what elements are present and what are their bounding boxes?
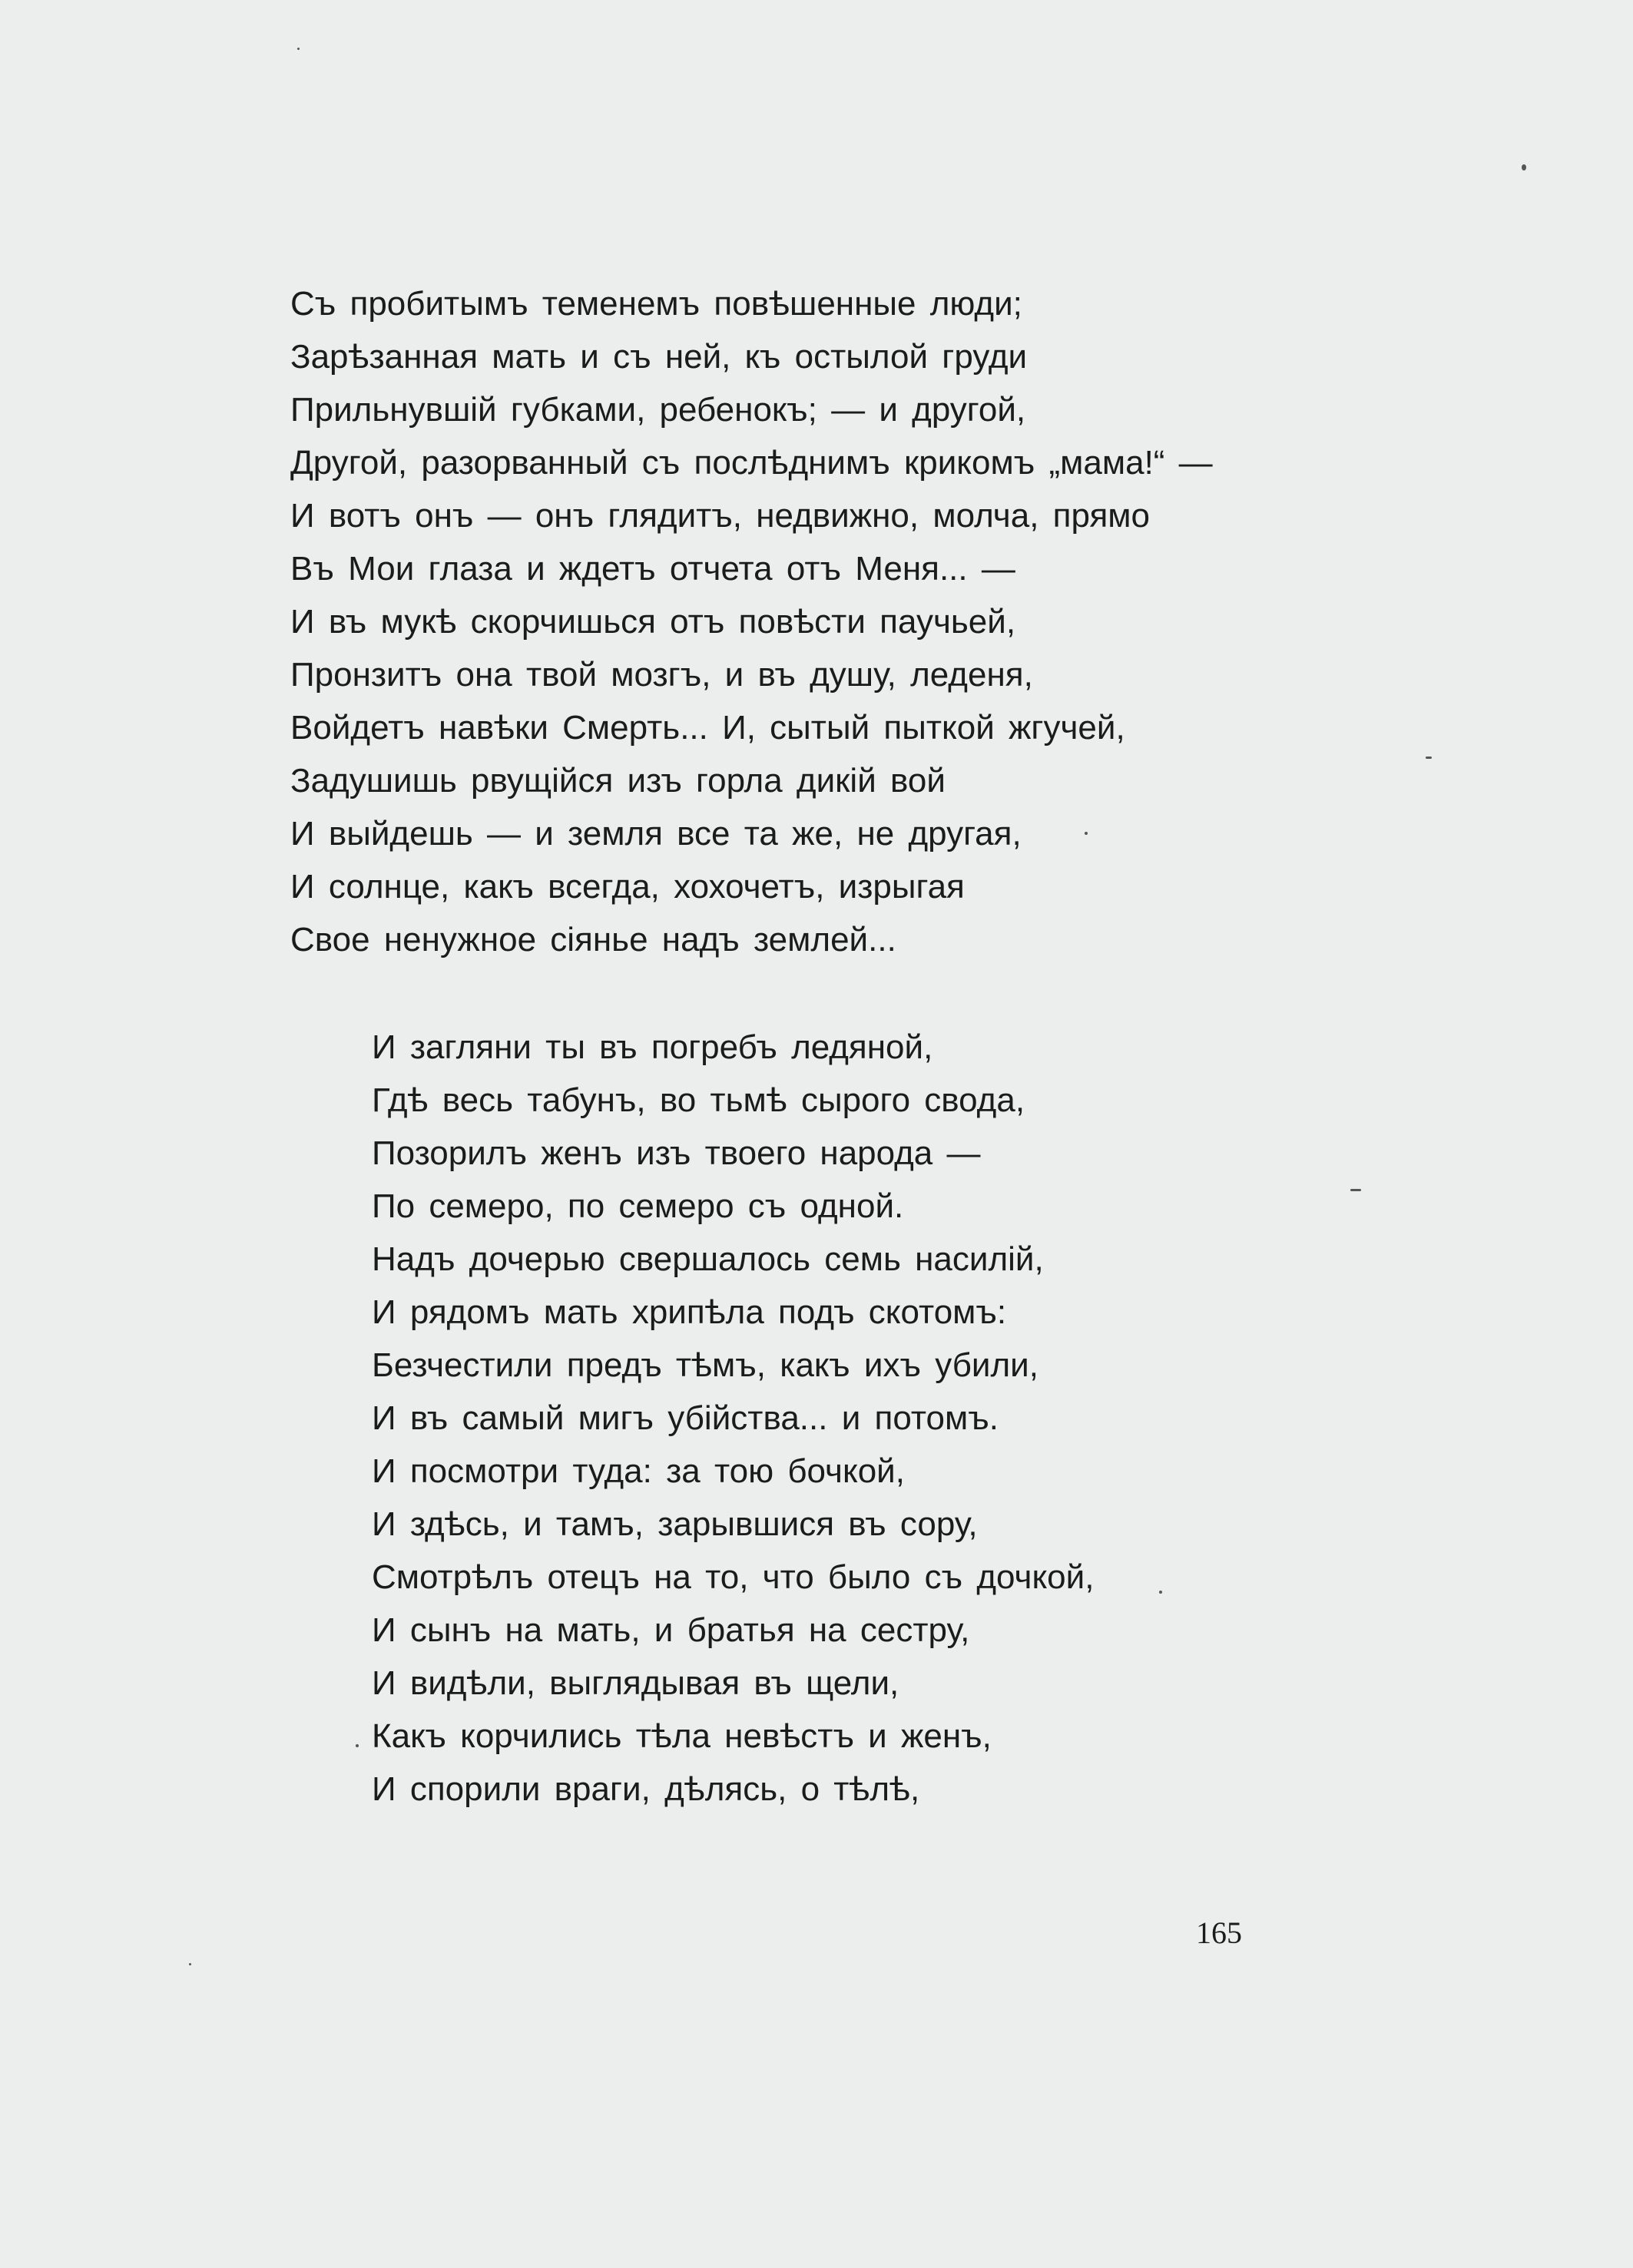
verse-line: И здѣсь, и тамъ, зарывшися въ сору, bbox=[372, 1505, 978, 1543]
paper-speck bbox=[1426, 757, 1432, 759]
verse-line: И выйдешь — и земля все та же, не другая, bbox=[290, 815, 1022, 853]
verse-line: Свое ненужное сіянье надъ землей... bbox=[290, 921, 896, 959]
paper-speck bbox=[1350, 1189, 1361, 1191]
paper-speck bbox=[189, 1963, 191, 1965]
verse-line: Задушишь рвущійся изъ горла дикій вой bbox=[290, 762, 946, 800]
stanza bbox=[372, 1021, 1094, 1816]
verse-line: Въ Мои глаза и ждетъ отчета отъ Меня... — bbox=[290, 550, 1015, 588]
verse-line: Гдѣ весь табунъ, во тьмѣ сырого свода, bbox=[372, 1081, 1025, 1119]
verse-line: Пронзитъ она твой мозгъ, и въ душу, леденя, bbox=[290, 656, 1033, 694]
verse-line: И въ мукѣ скорчишься отъ повѣсти паучьей, bbox=[290, 603, 1016, 641]
paper-speck bbox=[1522, 164, 1526, 171]
verse-line: Надъ дочерью свершалось семь насилій, bbox=[372, 1240, 1044, 1278]
verse-line: Войдетъ навѣки Смерть... И, сытый пыткой жгучей, bbox=[290, 709, 1125, 747]
verse-line: И видѣли, выглядывая въ щели, bbox=[372, 1664, 899, 1702]
verse-line: Зарѣзанная мать и съ ней, къ остылой груди bbox=[290, 338, 1028, 376]
verse-line: Безчестили предъ тѣмъ, какъ ихъ убили, bbox=[372, 1346, 1038, 1384]
verse-line: И вотъ онъ — онъ глядитъ, недвижно, молча, прямо bbox=[290, 497, 1150, 535]
stanza bbox=[290, 277, 1213, 966]
verse-line: Смотрѣлъ отецъ на то, что было съ дочкой, bbox=[372, 1558, 1095, 1596]
verse-line: Позорилъ женъ изъ твоего народа — bbox=[372, 1134, 981, 1172]
verse-line: И солнце, какъ всегда, хохочетъ, изрыгая bbox=[290, 868, 965, 906]
verse-line: И посмотри туда: за тою бочкой, bbox=[372, 1452, 905, 1490]
verse-line: И сынъ на мать, и братья на сестру, bbox=[372, 1611, 970, 1649]
verse-line: Какъ корчились тѣла невѣстъ и женъ, bbox=[372, 1717, 992, 1755]
verse-line: По семеро, по семеро съ одной. bbox=[372, 1187, 904, 1225]
page-number: 165 bbox=[1196, 1915, 1242, 1950]
verse-line: И спорили враги, дѣлясь, о тѣлѣ, bbox=[372, 1770, 920, 1808]
verse-line: Съ пробитымъ теменемъ повѣшенные люди; bbox=[290, 285, 1022, 323]
paper-speck bbox=[356, 1744, 359, 1747]
verse-line: Другой, разорванный съ послѣднимъ крикомъ „мама!“ — bbox=[290, 444, 1213, 482]
verse-line: И загляни ты въ погребъ ледяной, bbox=[372, 1028, 933, 1066]
verse-line: И въ самый мигъ убійства... и потомъ. bbox=[372, 1399, 999, 1437]
verse-line: Прильнувшій губками, ребенокъ; — и другой, bbox=[290, 391, 1026, 429]
paper-speck bbox=[1085, 832, 1088, 835]
paper-speck bbox=[1159, 1591, 1162, 1594]
verse-line: И рядомъ мать хрипѣла подъ скотомъ: bbox=[372, 1293, 1007, 1331]
paper-speck bbox=[297, 48, 300, 50]
